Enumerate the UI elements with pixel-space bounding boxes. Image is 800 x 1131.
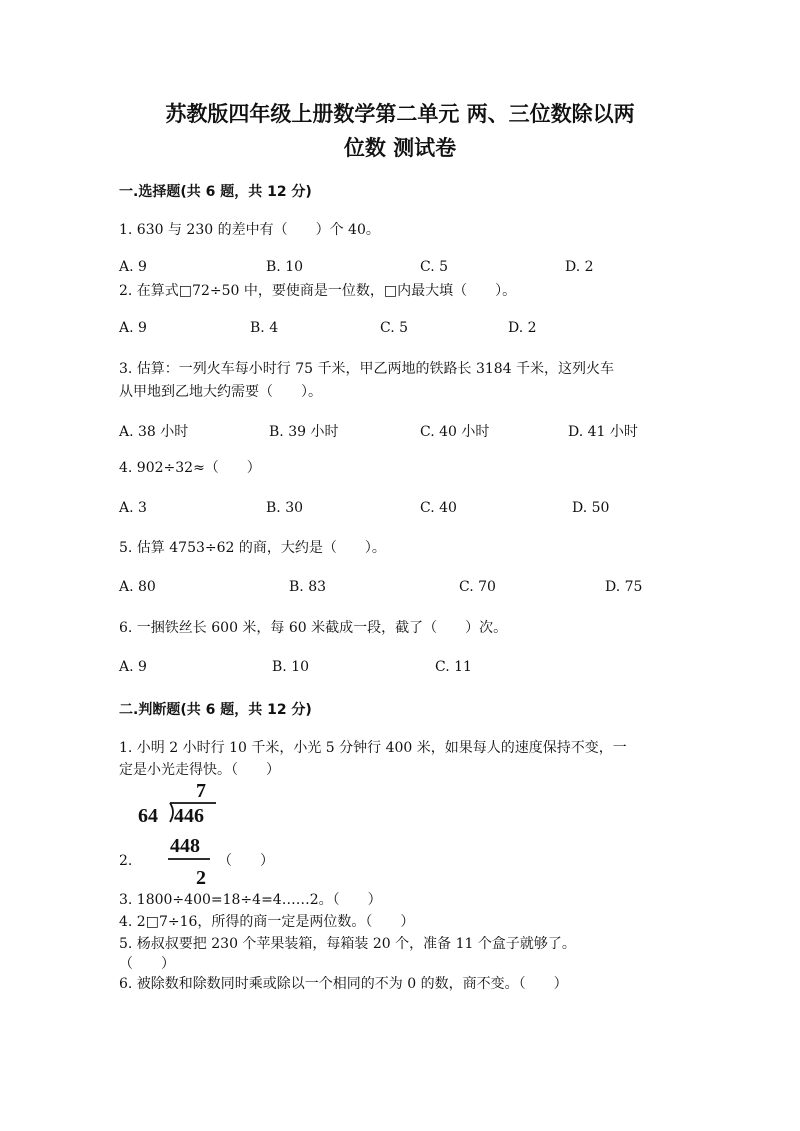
question-1-option-b: B. 10 xyxy=(266,259,304,275)
question-6-option-c: C. 11 xyxy=(435,659,472,675)
question-2-option-b: B. 4 xyxy=(250,320,279,336)
judge-2-label: 2. xyxy=(119,853,133,869)
page-title-line1: 苏教版四年级上册数学第二单元 两、三位数除以两 xyxy=(165,102,635,126)
question-3-option-d: D. 41 小时 xyxy=(568,424,638,440)
question-2-text: 2. 在算式□72÷50 中，要使商是一位数，□内最大填（ ）。 xyxy=(119,283,517,299)
division-dividend: 446 xyxy=(174,805,204,827)
section1-heading: 一.选择题(共 6 题，共 12 分) xyxy=(119,184,312,200)
question-3-text-line2: 从甲地到乙地大约需要（ ）。 xyxy=(119,384,322,400)
question-4-option-b: B. 30 xyxy=(266,500,304,516)
question-3-option-a: A. 38 小时 xyxy=(119,424,189,440)
question-5-option-b: B. 83 xyxy=(289,579,327,595)
judge-5-text-line2: （ ） xyxy=(119,956,175,972)
question-4-option-c: C. 40 xyxy=(420,500,457,516)
question-2-option-a: A. 9 xyxy=(119,320,147,336)
question-6-text: 6. 一捆铁丝长 600 米，每 60 米截成一段，截了（ ）次。 xyxy=(119,620,508,636)
judge-3-text: 3. 1800÷400=18÷4=4……2。（ ） xyxy=(119,892,382,908)
division-product: 448 xyxy=(170,835,200,857)
division-quotient: 7 xyxy=(196,780,206,802)
long-division-figure xyxy=(138,780,218,895)
question-6-option-b: B. 10 xyxy=(272,659,310,675)
question-4-option-d: D. 50 xyxy=(572,500,610,516)
question-4-text: 4. 902÷32≈（ ） xyxy=(119,460,261,476)
judge-2-answer-paren: （ ） xyxy=(218,853,274,869)
question-3-option-c: C. 40 小时 xyxy=(420,424,490,440)
judge-6-text: 6. 被除数和除数同时乘或除以一个相同的不为 0 的数，商不变。（ ） xyxy=(119,976,568,992)
division-divisor: 64 xyxy=(138,805,158,827)
section2-heading: 二.判断题(共 6 题，共 12 分) xyxy=(119,702,312,718)
question-2-option-d: D. 2 xyxy=(508,320,537,336)
division-remainder: 2 xyxy=(196,867,206,889)
question-5-option-d: D. 75 xyxy=(605,579,643,595)
question-1-text: 1. 630 与 230 的差中有（ ）个 40。 xyxy=(119,222,380,238)
question-1-option-c: C. 5 xyxy=(420,259,449,275)
judge-5-text-line1: 5. 杨叔叔要把 230 个苹果装箱，每箱装 20 个，准备 11 个盒子就够了。 xyxy=(119,936,576,952)
page-title-line2: 位数 测试卷 xyxy=(343,136,457,160)
question-3-text-line1: 3. 估算：一列火车每小时行 75 千米，甲乙两地的铁路长 3184 千米，这列火车 xyxy=(119,361,615,377)
question-3-option-b: B. 39 小时 xyxy=(269,424,339,440)
question-6-option-a: A. 9 xyxy=(119,659,147,675)
judge-4-text: 4. 2□7÷16，所得的商一定是两位数。（ ） xyxy=(119,914,415,930)
question-1-option-a: A. 9 xyxy=(119,259,147,275)
question-2-option-c: C. 5 xyxy=(380,320,409,336)
judge-1-text-line2: 定是小光走得快。（ ） xyxy=(119,762,280,778)
question-5-text: 5. 估算 4753÷62 的商，大约是（ ）。 xyxy=(119,540,386,556)
question-4-option-a: A. 3 xyxy=(119,500,147,516)
question-5-option-a: A. 80 xyxy=(119,579,156,595)
question-5-option-c: C. 70 xyxy=(459,579,496,595)
judge-1-text-line1: 1. 小明 2 小时行 10 千米，小光 5 分钟行 400 米，如果每人的速度保持不变，一 xyxy=(119,740,627,756)
question-1-option-d: D. 2 xyxy=(565,259,594,275)
